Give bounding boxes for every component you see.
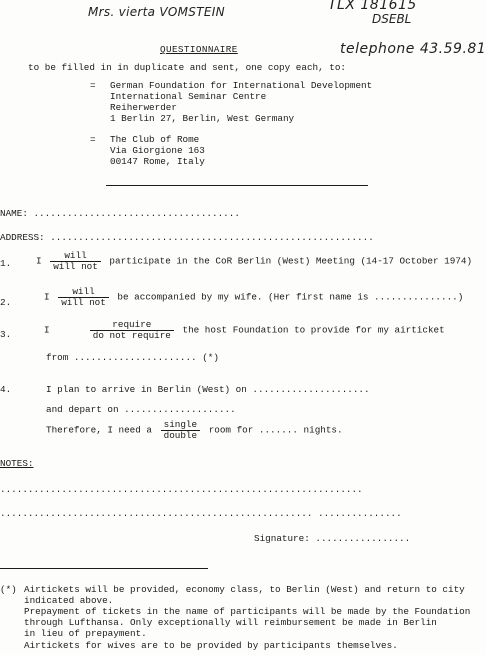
footnote-line-5: in lieu of prepayment. — [24, 628, 147, 639]
footnote-line-1: Airtickets will be provided, economy class, to Berlin (West) and return to city — [24, 584, 465, 595]
item-number: 1. — [0, 258, 12, 269]
footnote-line-4: through Lufthansa. Only exceptionally will reimbursement be made in Berlin — [24, 617, 437, 628]
item-number: 2. — [0, 297, 12, 308]
handwritten-telex: TLX 181615 — [328, 0, 417, 13]
choice-top: require — [90, 320, 174, 331]
recipient-2-line-1: The Club of Rome — [110, 134, 200, 145]
document-title: QUESTIONNAIRE — [160, 44, 238, 55]
recipient-1-line-4: 1 Berlin 27, Berlin, West Germany — [110, 113, 295, 124]
footnote-line-3: Prepayment of tickets in the name of participants will be made by the Foundation — [24, 606, 471, 617]
item-text: be accompanied by my wife. (Her first name is ...............) — [117, 291, 464, 303]
item-number: 4. — [0, 384, 12, 395]
handwritten-telex-code: DSEBL — [372, 12, 412, 26]
item-2-line — [44, 287, 463, 308]
name-field: NAME: ..................................... — [0, 208, 240, 219]
separator-rule — [106, 185, 368, 186]
item-1-line — [36, 251, 472, 272]
notes-line-1: ................................................................. — [0, 484, 363, 495]
choice-fraction — [58, 287, 109, 308]
room-suffix: room for ....... nights. — [208, 424, 343, 436]
notes-label: NOTES: — [0, 458, 34, 469]
choice-fraction — [161, 420, 200, 441]
choice-top: will — [58, 287, 109, 298]
recipient-2-line-3: 00147 Rome, Italy — [110, 156, 205, 167]
item-prefix: I — [44, 291, 50, 303]
signature-field: Signature: ................. — [254, 533, 411, 544]
choice-bottom: will not — [61, 296, 106, 308]
choice-fraction — [50, 251, 101, 272]
arrival-line: I plan to arrive in Berlin (West) on ..................... — [46, 384, 370, 395]
notes-line-2: ........................................................ ............... — [0, 508, 402, 519]
recipient-2-line-2: Via Giorgione 163 — [110, 145, 205, 156]
item-text: the host Foundation to provide for my airticket — [182, 324, 445, 336]
item-prefix: I — [36, 255, 42, 267]
choice-bottom: will not — [53, 260, 98, 272]
handwritten-name: Mrs. vierta VOMSTEIN — [88, 5, 225, 19]
item-number: 3. — [0, 329, 12, 340]
room-prefix: Therefore, I need a — [46, 424, 153, 436]
recipient-bullet: = — [90, 80, 96, 91]
footnote-line-6: Airtickets for wives are to be provided by participants themselves. — [24, 640, 398, 651]
footnote-rule — [0, 568, 208, 569]
instruction-text: to be filled in in duplicate and sent, one copy each, to: — [28, 62, 347, 73]
recipient-bullet: = — [90, 134, 96, 145]
item-3-line — [44, 320, 445, 341]
recipient-1-line-3: Reiherwerder — [110, 102, 177, 113]
choice-fraction — [90, 320, 174, 341]
item-text: participate in the CoR Berlin (West) Meeting (14-17 October 1974) — [109, 255, 473, 267]
choice-top: single — [161, 420, 200, 431]
choice-bottom: double — [163, 429, 198, 441]
item-prefix: I — [44, 324, 50, 336]
departure-line: and depart on .................... — [46, 404, 236, 415]
choice-top: will — [50, 251, 101, 262]
room-line — [46, 420, 343, 441]
choice-bottom: do not require — [92, 329, 171, 341]
footnote-mark: (*) — [0, 584, 17, 595]
address-field: ADDRESS: .......................................................... — [0, 232, 374, 243]
item-3-from-line: from ...................... (*) — [46, 352, 219, 363]
footnote-line-2: indicated above. — [24, 595, 114, 606]
recipient-1-line-1: German Foundation for International Development — [110, 80, 373, 91]
handwritten-telephone: telephone 43.59.81 — [340, 41, 486, 57]
recipient-1-line-2: International Seminar Centre — [110, 91, 267, 102]
